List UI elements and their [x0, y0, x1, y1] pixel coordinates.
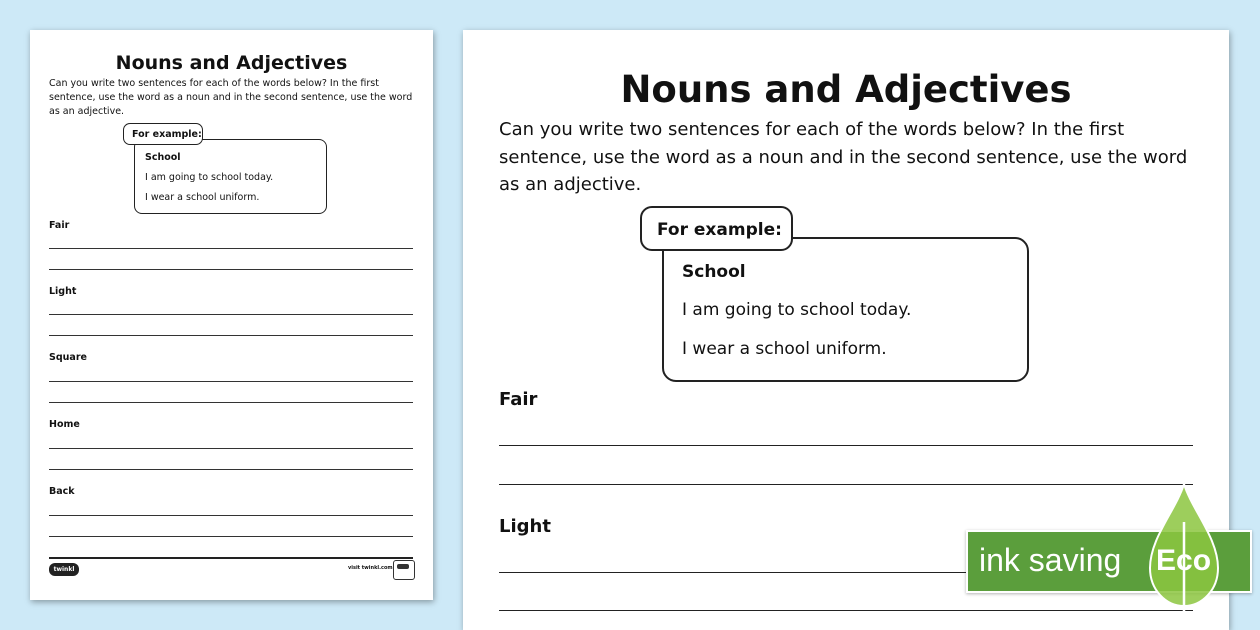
eco-badge-label: Eco — [1156, 544, 1212, 577]
writing-line — [49, 515, 413, 516]
twinkl-logo: twinkl — [49, 563, 79, 576]
eco-badge-text: ink saving — [979, 542, 1122, 578]
example-sentence-adjective: I wear a school uniform. — [682, 339, 887, 359]
thumbnail-example-sentence-noun: I am going to school today. — [145, 172, 274, 183]
writing-line — [499, 445, 1193, 446]
writing-line — [49, 314, 413, 315]
writing-line — [499, 484, 1193, 485]
footer-divider — [49, 557, 413, 559]
writing-line — [49, 536, 413, 537]
thumbnail-word-label: Light — [49, 286, 77, 297]
example-word: School — [682, 262, 746, 282]
word-label: Light — [499, 516, 551, 537]
thumbnail-word-label: Back — [49, 486, 75, 497]
thumbnail-example-sentence-adjective: I wear a school uniform. — [145, 192, 260, 203]
example-sentence-noun: I am going to school today. — [682, 300, 912, 320]
writing-line — [49, 381, 413, 382]
thumbnail-instructions: Can you write two sentences for each of the words below? In the first sentence, use the word as a noun and in the second sentence, use the word as an adjective. — [49, 78, 413, 117]
thumbnail-title: Nouns and Adjectives — [115, 52, 348, 74]
footer-url: visit twinkl.com — [348, 565, 393, 571]
writing-line — [499, 610, 1193, 611]
writing-line — [49, 469, 413, 470]
thumbnail-word-label: Fair — [49, 220, 70, 231]
writing-line — [49, 335, 413, 336]
writing-line — [49, 402, 413, 403]
thumbnail-word-label: Home — [49, 419, 80, 430]
writing-line — [49, 248, 413, 249]
example-box — [662, 237, 1029, 382]
worksheet-thumbnail[interactable] — [30, 30, 433, 600]
footer-badge-icon — [393, 560, 415, 580]
worksheet-title: Nouns and Adjectives — [620, 68, 1072, 111]
example-tab: For example: — [640, 206, 793, 251]
thumbnail-example-word: School — [145, 152, 181, 163]
thumbnail-example-tab: For example: — [123, 123, 203, 145]
writing-line — [49, 269, 413, 270]
worksheet-instructions: Can you write two sentences for each of the words below? In the first sentence, use the word as a noun and in the second sentence, use the word as an adjective. — [499, 119, 1188, 195]
thumbnail-word-label: Square — [49, 352, 87, 363]
writing-line — [49, 448, 413, 449]
word-label: Fair — [499, 389, 538, 410]
thumbnail-example-box — [134, 139, 327, 214]
